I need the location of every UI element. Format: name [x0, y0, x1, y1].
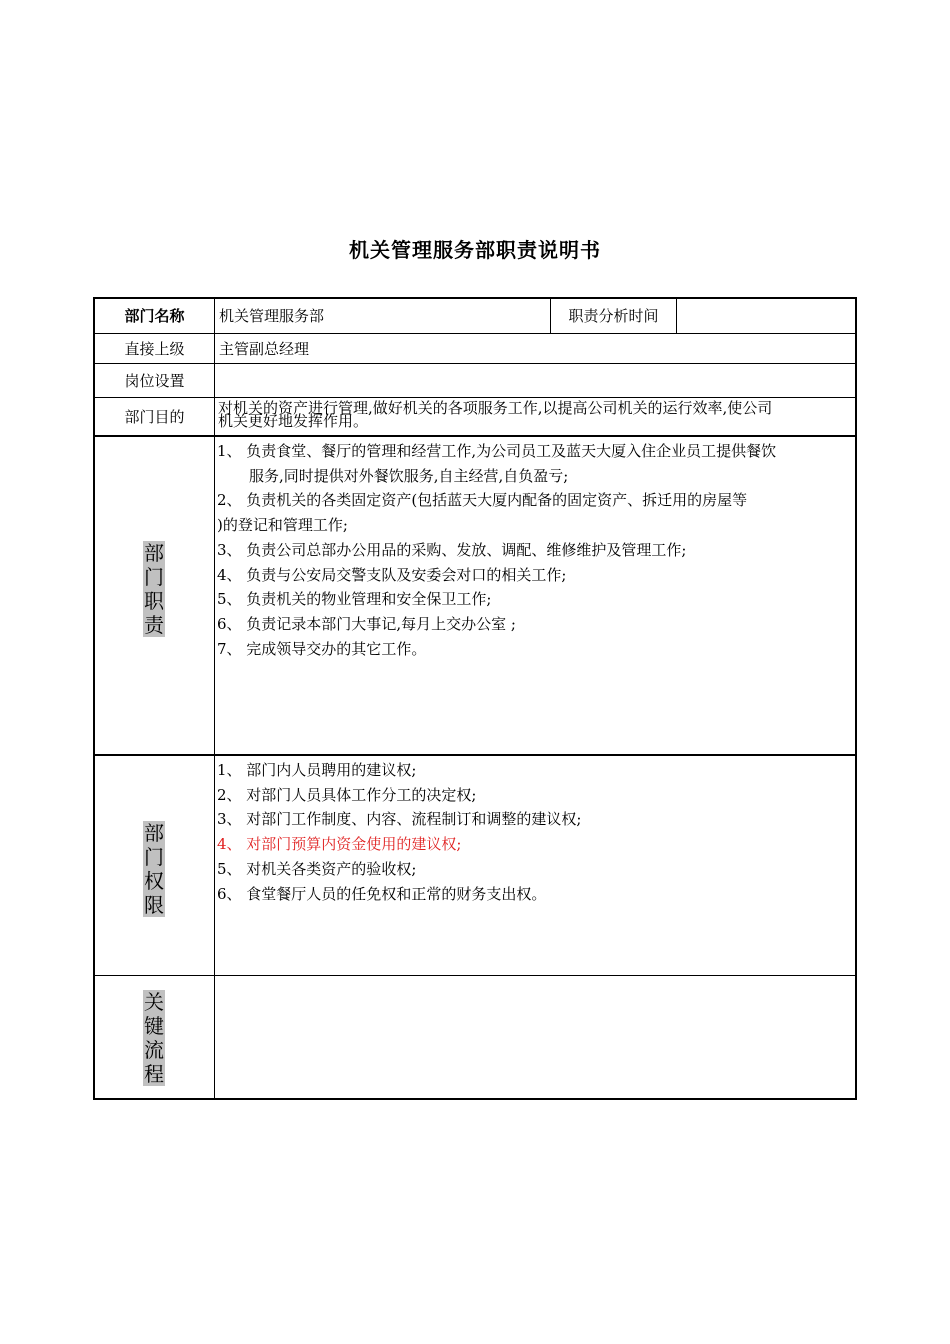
- list-item: 3、 对部门工作制度、内容、流程制订和调整的建议权;: [217, 810, 582, 829]
- analysis-time-value: [677, 299, 855, 333]
- duties-label: 部 门 职 责: [144, 541, 164, 637]
- dept-name-label: 部门名称: [124, 307, 185, 325]
- list-item: 3、 负责公司总部办公用品的采购、发放、调配、维修维护及管理工作;: [217, 540, 687, 559]
- purpose-label: 部门目的: [124, 407, 185, 426]
- list-item: 4、 负责与公安局交警支队及安委会对口的相关工作;: [217, 565, 567, 584]
- dept-name-value: 机关管理服务部: [219, 307, 325, 325]
- list-item: 5、 负责机关的物业管理和安全保卫工作;: [217, 590, 492, 609]
- list-item: 服务,同时提供对外餐饮服务,自主经营,自负盈亏;: [249, 466, 569, 485]
- document-title: 机关管理服务部职责说明书: [349, 238, 601, 262]
- purpose-line-2: 机关更好地发挥作用。: [218, 412, 369, 430]
- list-item: )的登记和管理工作;: [217, 516, 348, 535]
- authority-label: 部 门 权 限: [144, 821, 164, 917]
- responsibility-table: [93, 297, 857, 1100]
- list-item: 7、 完成领导交办的其它工作。: [217, 639, 427, 658]
- process-content: [215, 976, 855, 1098]
- analysis-time-label: 职责分析时间: [568, 307, 659, 325]
- list-item: 2、 对部门人员具体工作分工的决定权;: [217, 785, 477, 804]
- purpose-text: [215, 398, 855, 435]
- list-item: 6、 负责记录本部门大事记,每月上交办公室 ;: [217, 614, 516, 633]
- process-label: 关 键 流 程: [144, 990, 164, 1086]
- positions-label: 岗位设置: [124, 371, 185, 390]
- duties-list: [217, 439, 776, 661]
- list-item: 6、 食堂餐厅人员的任免权和正常的财务支出权。: [217, 884, 547, 903]
- list-item-highlighted: 4、 对部门预算内资金使用的建议权;: [217, 835, 462, 854]
- purpose-line-1: 对机关的资产进行管理,做好机关的各项服务工作,以提高公司机关的运行效率,使公司: [218, 399, 773, 417]
- list-item: 5、 对机关各类资产的验收权;: [217, 859, 417, 878]
- authority-list: [217, 758, 581, 906]
- superior-label: 直接上级: [124, 339, 185, 358]
- list-item: 1、 部门内人员聘用的建议权;: [217, 761, 417, 779]
- superior-value: 主管副总经理: [219, 339, 310, 358]
- list-item: 2、 负责机关的各类固定资产(包括蓝天大厦内配备的固定资产、拆迁用的房屋等: [217, 491, 748, 510]
- positions-value: [215, 364, 855, 397]
- list-item: 1、 负责食堂、餐厅的管理和经营工作,为公司员工及蓝天大厦入住企业员工提供餐饮: [217, 442, 777, 460]
